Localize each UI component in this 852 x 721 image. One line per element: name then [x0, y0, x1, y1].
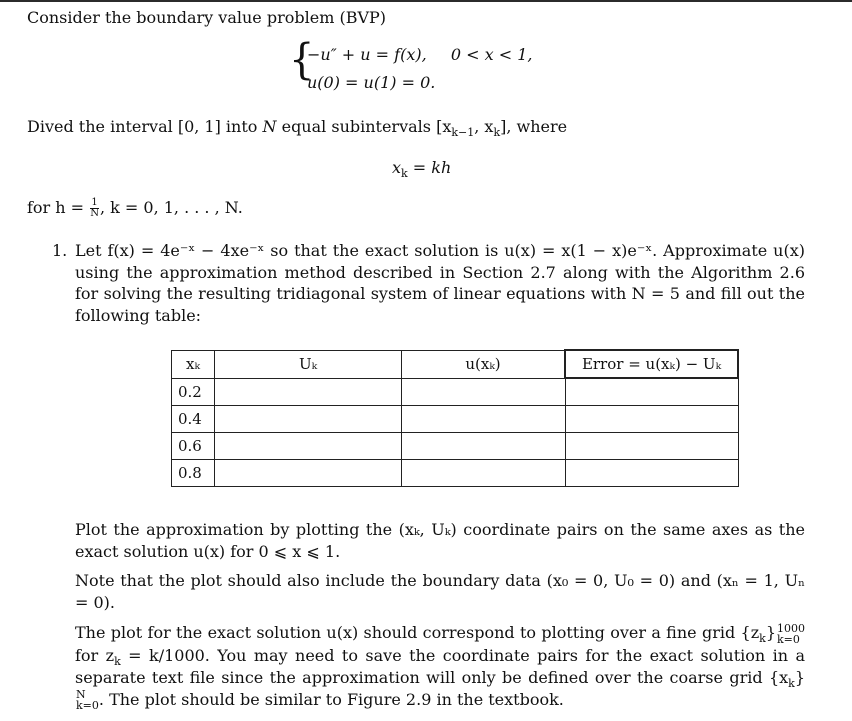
table-row	[172, 460, 739, 487]
bvp-boundary: u(0) = u(1) = 0.	[307, 73, 436, 92]
divide-prefix: Dived the interval [0, 1] into	[27, 117, 258, 136]
divide-suffix: ], where	[500, 117, 568, 136]
fine-grid-sub2: k	[114, 654, 121, 668]
h-fraction	[90, 198, 99, 219]
cell-error[interactable]	[565, 433, 738, 460]
bvp-ode: −u″ + u = f(x),	[307, 45, 427, 64]
fine-grid-top1: 1000	[777, 621, 805, 635]
header-error: Error = u(xₖ) − Uₖ	[565, 350, 738, 378]
divide-n: N	[262, 117, 277, 136]
bvp-equation-line1	[307, 44, 532, 66]
results-table	[171, 349, 739, 487]
divide-middle: equal subintervals [x	[281, 117, 452, 136]
grid-x: x	[392, 158, 402, 177]
header-uk-approx: Uₖ	[215, 350, 402, 378]
fine-grid-bot3: k=0	[76, 699, 99, 713]
cell-xk: 0.6	[172, 433, 215, 460]
h-suffix: , k = 0, 1, . . . , N.	[99, 198, 243, 217]
cell-uk[interactable]	[215, 378, 402, 406]
cell-uk[interactable]	[215, 460, 402, 487]
cell-u-exact[interactable]	[402, 433, 566, 460]
fine-grid-text1: The plot for the exact solution u(x) should correspond to plotting over a fine grid {z	[75, 623, 760, 642]
fine-grid-top3: N	[76, 688, 86, 702]
table-row	[172, 433, 739, 460]
cell-u-exact[interactable]	[402, 460, 566, 487]
fine-grid-text4: . The plot should be similar to Figure 2.9 in the textbook.	[98, 689, 564, 709]
header-u-exact: u(xₖ)	[402, 350, 566, 378]
table-row	[172, 378, 739, 406]
fine-grid-limits3	[76, 689, 99, 711]
fine-grid-close1: }	[765, 623, 776, 642]
bvp-equation-line2	[307, 72, 435, 94]
divide-sentence	[27, 116, 567, 138]
left-brace: {	[289, 35, 315, 85]
intro-text: Consider the boundary value problem (BVP)	[27, 8, 387, 27]
fine-grid-close3: }	[794, 667, 805, 687]
cell-u-exact[interactable]	[402, 406, 566, 433]
boundary-note: Note that the plot should also include the boundary data (x₀ = 0, U₀ = 0) and (xₙ = 1, Uₙ = 0).	[75, 571, 805, 612]
cell-error[interactable]	[565, 378, 738, 406]
table-header-row	[172, 350, 739, 378]
fine-grid-text2: for z	[75, 645, 115, 665]
plot-instructions: Plot the approximation by plotting the (xₖ, Uₖ) coordinate pairs on the same axes as the exact solution u(x) for 0 ⩽ x ⩽ 1.	[75, 520, 805, 561]
cell-uk[interactable]	[215, 406, 402, 433]
fine-grid-limits1	[777, 623, 805, 645]
fine-grid-sub1: k	[759, 632, 766, 646]
cell-error[interactable]	[565, 460, 738, 487]
table-row	[172, 406, 739, 433]
problem-text: Let f(x) = 4e⁻ˣ − 4xe⁻ˣ so that the exact solution is u(x) = x(1 − x)e⁻ˣ. Approximate u(x) using the approximation method described in Section 2.7 along with the Algorithm 2.6 for solving the resulting tridiagonal system of linear equations with N = 5 and fill out the following table:	[75, 241, 805, 325]
fine-grid-sub3: k	[788, 676, 795, 690]
fine-grid-bot1: k=0	[777, 632, 800, 646]
h-prefix: for h =	[27, 198, 85, 217]
divide-sub1: k−1	[451, 126, 475, 140]
divide-sub2: k	[493, 126, 501, 140]
h-fraction-den: N	[90, 208, 99, 219]
cell-uk[interactable]	[215, 433, 402, 460]
fine-grid-paragraph	[75, 622, 805, 711]
h-definition	[27, 197, 243, 219]
h-fraction-num: 1	[91, 197, 98, 208]
cell-xk: 0.2	[172, 378, 215, 406]
fine-grid-text3: = k/1000. You may need to save the coordinate pairs for the exact solution in a separate text file since the approximation will only be defined over the coarse grid {x	[75, 645, 806, 687]
top-rule	[0, 0, 852, 2]
grid-rest: = kh	[407, 158, 452, 177]
header-xk: xₖ	[172, 350, 215, 378]
cell-xk: 0.4	[172, 406, 215, 433]
grid-definition	[392, 157, 451, 179]
bvp-domain: 0 < x < 1,	[450, 45, 533, 64]
cell-xk: 0.8	[172, 460, 215, 487]
cell-error[interactable]	[565, 406, 738, 433]
problem-number: 1.	[52, 241, 68, 260]
divide-comma: , x	[474, 117, 494, 136]
grid-sub: k	[401, 167, 408, 181]
cell-u-exact[interactable]	[402, 378, 566, 406]
